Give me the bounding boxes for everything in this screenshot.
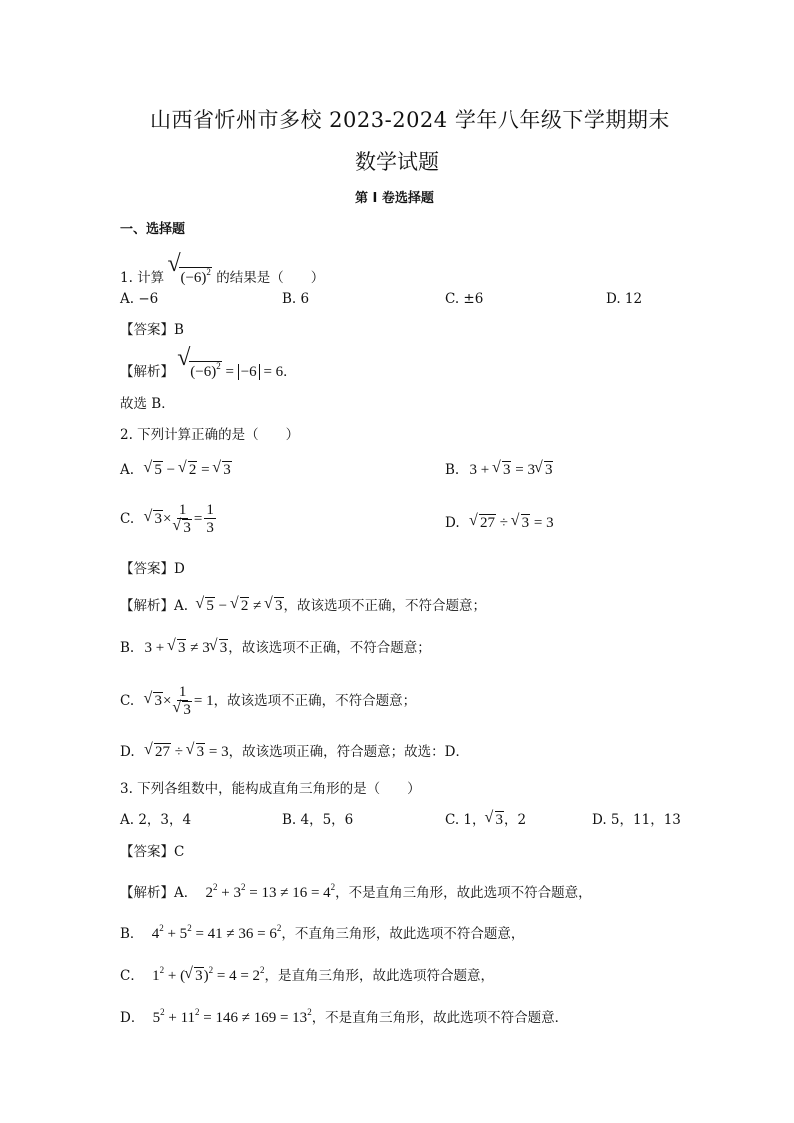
- q3-option-d: D. 5，11，13: [592, 812, 681, 828]
- q1-stem: [120, 262, 324, 288]
- q3-option-c: [445, 810, 526, 830]
- q2-option-b-label: B.: [445, 462, 460, 478]
- q2-analysis-d-label: D.: [120, 744, 135, 760]
- q2-analysis-d-formula: √ 27 ÷ √ 3 = 3: [145, 744, 229, 760]
- q2-analysis-d-text: ，故该选项正确，符合题意；故选：D．: [228, 744, 469, 760]
- q1-option-d: D. 12: [606, 291, 643, 307]
- q1-analysis-end: ．: [283, 364, 297, 380]
- q1-analysis-label: 【解析】: [120, 364, 174, 380]
- q3-analysis-c-formula: $1^2$ + (√ $3)^2 = 4 = 2^2$: [152, 968, 264, 984]
- q3-analysis-a: [120, 877, 592, 903]
- q2-analysis-b-text: ，故该选项不正确，不符合题意；: [228, 640, 431, 656]
- q1-stem-pre: 1. 计算: [120, 270, 165, 286]
- q3-analysis-c: [120, 960, 494, 986]
- q2-analysis-c: [120, 684, 416, 719]
- q1-expression: √ $(-6)^2$: [168, 270, 211, 286]
- q3-analysis-d-formula: $5^2 + 11^2 = 146 \ne 169 = 13^2$: [152, 1007, 312, 1026]
- q3-analysis-d: [120, 1002, 568, 1028]
- q2-option-a-label: A.: [120, 462, 135, 478]
- q2-option-d: [445, 513, 554, 533]
- q3-analysis-c-label: C．: [120, 968, 144, 984]
- q2-analysis-b-label: B.: [120, 640, 135, 656]
- q3-analysis-a-formula: $2^2 + 3^2 = 13 \ne 16 = 4^2$: [205, 882, 336, 901]
- q2-stem: 2. 下列计算正确的是（ ）: [120, 427, 300, 443]
- q2-option-c-label: C.: [120, 510, 135, 527]
- q2-analysis-b: [120, 638, 431, 658]
- q2-option-b-formula: 3 + √ 3 = 3√ 3: [470, 462, 554, 478]
- q2-analysis-c-label: C.: [120, 692, 135, 709]
- q1-analysis-formula: √ $(-6)^2 = -6 = 6$: [178, 364, 283, 380]
- volume-heading: 第 I 卷选择题: [355, 191, 434, 206]
- q2-analysis-c-text: ，故该选项不正确，不符合题意；: [213, 692, 417, 709]
- q3-answer: 【答案】C: [120, 844, 185, 860]
- q3-analysis-d-label: D．: [120, 1010, 145, 1026]
- q1-option-c: C. ±6: [445, 291, 484, 307]
- q3-option-c-pre: C. 1，: [445, 812, 486, 828]
- q1-stem-post: 的结果是（ ）: [216, 270, 325, 286]
- q3-analysis-b-label: B．: [120, 926, 144, 942]
- q2-answer: 【答案】D: [120, 561, 185, 577]
- q1-conclusion: 故选 B．: [120, 396, 175, 412]
- q3-analysis-b-formula: $4^2 + 5^2 = 41 \ne 36 = 6^2$: [151, 923, 282, 942]
- q3-option-a: A. 2，3，4: [120, 812, 192, 828]
- q2-option-a-formula: √ 5 − √ 2 = √ 3: [144, 462, 231, 478]
- q2-analysis-label: 【解析】A.: [120, 598, 189, 614]
- q2-option-c: [120, 502, 218, 537]
- q3-stem: 3. 下列各组数中，能构成直角三角形的是（ ）: [120, 781, 421, 797]
- q3-analysis-label: 【解析】A．: [120, 885, 198, 901]
- q2-analysis-a-text: ，故该选项不正确，不符合题意；: [283, 598, 487, 614]
- q3-option-c-radical: √ 3: [486, 812, 505, 828]
- q2-analysis-b-formula: 3 + √ 3 ≠ 3√ 3: [145, 640, 229, 656]
- q3-analysis-d-text: ，不是直角三角形，故此选项不符合题意．: [311, 1010, 569, 1026]
- q2-option-d-formula: √ 27 ÷ √ 3 = 3: [470, 515, 554, 531]
- q2-analysis-a: [120, 596, 486, 616]
- q3-option-b: B. 4，5，6: [282, 812, 354, 828]
- q1-answer: 【答案】B: [120, 322, 184, 338]
- q3-analysis-a-text: ，不是直角三角形，故此选项不符合题意，: [335, 885, 592, 901]
- q3-analysis-b-text: ，不直角三角形，故此选项不符合题意，: [281, 926, 525, 942]
- q2-option-d-label: D.: [445, 515, 460, 531]
- q2-analysis-c-formula: √ 3× 1 √ 3 = 1: [144, 693, 213, 709]
- q2-option-b: [445, 460, 553, 480]
- document-title: 山西省忻州市多校 2023-2024 学年八年级下学期期末: [150, 108, 670, 132]
- q1-option-a: A. −6: [120, 291, 159, 307]
- q1-analysis: [120, 356, 297, 382]
- q3-option-c-post: ，2: [504, 812, 527, 828]
- q1-option-b: B. 6: [282, 291, 310, 307]
- section-heading: 一、选择题: [120, 222, 186, 237]
- q2-analysis-a-formula: √ 5 − √ 2 ≠ √ 3: [196, 598, 283, 614]
- q2-option-a: [120, 460, 232, 480]
- q3-analysis-c-text: ，是直角三角形，故此选项符合题意，: [264, 968, 495, 984]
- q3-analysis-b: [120, 918, 524, 944]
- document-subtitle: 数学试题: [355, 150, 439, 174]
- q2-option-c-formula: √ 3× 1 √ 3 = $\frac{1}{3}$: [144, 511, 217, 527]
- q2-analysis-d: [120, 742, 469, 762]
